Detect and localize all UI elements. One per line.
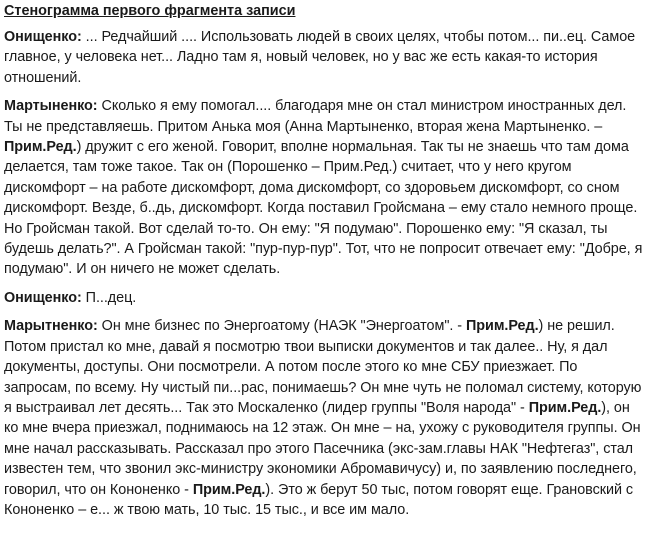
document-title: Стенограмма первого фрагмента записи	[4, 3, 296, 19]
editor-note: Прим.Ред.	[528, 399, 602, 416]
speech-text: ) не решил. Потом пристал ко мне, давай я посмотрю твои выписки документов и так далее.. Ну, я дал документы, доступы. Они посмотрели. А потом после этого ко мне СБУ приезжает. По запросам, по всему. Ну чистый пи...рас, понимаешь? Он мне чуть не поломал систему, которую я выстраивал лет десять... Так это Москаленко (лидер группы "Воля народа" -	[4, 318, 642, 416]
transcript-paragraph	[4, 96, 646, 280]
speaker-name: Онищенко:	[4, 29, 82, 45]
transcript-body	[4, 27, 646, 520]
editor-note: Прим.Ред.	[4, 139, 77, 156]
editor-note: Прим.Ред.	[192, 481, 266, 498]
speech-text: Сколько я ему помогал.... благодаря мне он стал министром иностранных дел. Ты не представляешь. Притом Анька моя (Анна Мартыненко, вторая жена Мартыненко. –	[4, 98, 627, 135]
speaker-name: Онищенко:	[4, 289, 82, 306]
speech-text: ), он ко мне вчера приезжал, поднимаюсь на 12 этаж. Он мне – на, ухожу с руководителя группы. Он мне начал рассказывать. Рассказал про этого Пасечника (экс-зам.главы НАК "Нефтегаз", стал известен тем, что звонил экс-министру экономики Абромавичусу) и, по заявлению последнего, говорил, что он Кононенко -	[4, 399, 641, 498]
transcript-paragraph	[4, 27, 646, 88]
speech-text: ). Это ж берут 50 тыс, потом говорят еще. Грановский с Кононенко – е... ж твою мать, 10 тыс. 15 тыс., и все им мало.	[4, 481, 634, 518]
speech-text: П...дец.	[81, 289, 137, 306]
speech-text: ... Редчайший .... Использовать людей в своих целях, чтобы потом... пи..ец. Самое главное, у человека нет... Ладно там я, новый человек, но у вас же есть какая-то история отношений.	[4, 29, 636, 86]
transcript-paragraph	[4, 288, 646, 308]
speech-text: Он мне бизнес по Энергоатому (НАЭК "Энергоатом". -	[97, 318, 466, 335]
speaker-name: Марытненко:	[4, 318, 98, 335]
transcript-paragraph	[4, 316, 646, 520]
speech-text: ) дружит с его женой. Говорит, вполне нормальная. Так ты не знаешь что там дома делается, там тоже такое. Так он (Порошенко – Прим.Ред.) считает, что у него кругом дискомфорт – на работе дискомфорт, дома дискомфорт, со здоровьем дискомфорт, со сном дискомфорт. Везде, б..дь, дискомфорт. Когда поставил Гройсмана – ему стало немного проще. Но Гройсман такой. Вот сделай то-то. Он ему: "Я подумаю". Порошенко ему: "Я сказал, ты будешь делать?". А Гройсман такой: "пур-пур-пур". Тот, что не попросит отвечает ему: "Добре, я подумаю". И он ничего не может сделать.	[4, 139, 643, 278]
speaker-name: Мартыненко:	[4, 98, 98, 115]
editor-note: Прим.Ред.	[465, 318, 539, 335]
